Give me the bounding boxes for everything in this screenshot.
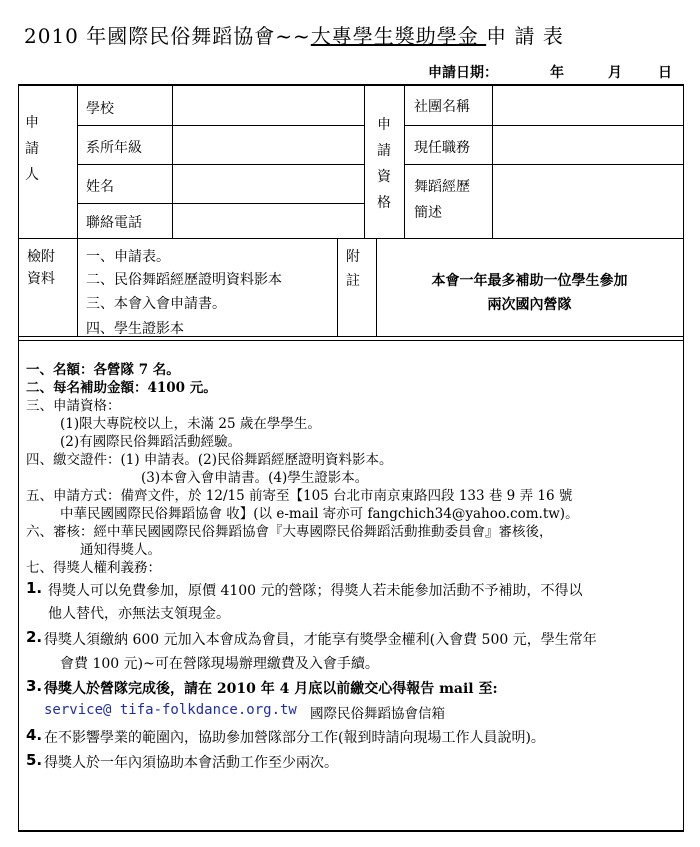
attachment-item: 一、申請表。 (86, 249, 170, 265)
duty-1: 得獎人可以免費參加，原價 4100 元的營隊；得獎人若未能參加活動不予補助，不得以 (48, 583, 583, 599)
field-label-dance-experience: 舞蹈經歷簡述 (414, 179, 470, 221)
duty-number: 4. (26, 726, 43, 744)
notes-line-1: 本會一年最多補助一位學生參加 (431, 273, 628, 289)
duty-2: 得獎人須繳納 600 元加入本會成為會員，才能享有獎學金權利(入會費 500 元，學生常年 (44, 632, 597, 648)
page-title (24, 20, 564, 49)
notes-line-2: 兩次國內營隊 (487, 297, 572, 313)
rule-eligibility-2: (2)有國際民俗舞蹈活動經驗。 (60, 434, 242, 450)
duty-3: 得獎人於營隊完成後，請在 2010 年 4 月底以前繳交心得報告 mail 至: (44, 681, 498, 697)
rule-rights-duties: 七、得獎人權利義務： (26, 560, 161, 576)
field-label-school: 學校 (86, 101, 114, 117)
duty-number: 3. (26, 677, 43, 695)
rule-eligibility: 三、申請資格： (26, 398, 121, 414)
date-day: 日 (658, 65, 672, 81)
attachments-label-2: 資料 (27, 271, 55, 287)
field-label-name: 姓名 (86, 179, 114, 195)
duty-number: 2. (26, 628, 43, 646)
duty-2-cont: 會費 100 元)~可在營隊現場辦理繳費及入會手續。 (60, 656, 379, 672)
attachments-label-1: 檢附 (27, 249, 55, 265)
date-year: 年 (550, 65, 564, 81)
rule-amount: 二、每名補助金額：4100 元。 (26, 380, 217, 396)
duty-1-cont: 他人替代，亦無法支領現金。 (48, 606, 230, 622)
notes-label-2: 註 (346, 273, 360, 289)
rule-eligibility-1: (1)限大專院校以上，未滿 25 歲在學學生。 (60, 416, 321, 432)
rule-documents: 四、繳交證件：(1) 申請表。(2)民俗舞蹈經歷證明資料影本。 (26, 452, 393, 468)
email-org-label: 國際民俗舞蹈協會信箱 (310, 706, 445, 722)
rule-review: 六、審核：經中華民國國際民俗舞蹈協會『大專國際民俗舞蹈活動推動委員會』審核後， (26, 524, 553, 540)
title-suffix: 申 請 表 (486, 24, 564, 48)
rule-method-2: 中華民國國際民俗舞蹈協會 收】(以 e-mail 寄亦可 fangchich34@yahoo.com.tw)。 (60, 506, 579, 522)
rule-quota: 一、名額：各營隊 7 名。 (26, 362, 180, 378)
qualification-section-label: 申請資格 (377, 117, 391, 211)
rule-method: 五、申請方式：備齊文件，於 12/15 前寄至【105 台北市南京東路四段 133 巷 9 弄 16 號 (26, 488, 573, 504)
field-label-department-year: 系所年級 (86, 140, 142, 156)
duty-4: 在不影響學業的範圍內，協助參加營隊部分工作(報到時請向現場工作人員說明)。 (44, 730, 545, 746)
title-underlined: 大專學生獎助學金 (310, 24, 487, 48)
rule-review-2: 通知得獎人。 (80, 542, 161, 558)
date-month: 月 (608, 65, 622, 81)
attachment-item: 二、民俗舞蹈經歷證明資料影本 (86, 272, 282, 288)
duty-5: 得獎人於一年內須協助本會活動工作至少兩次。 (44, 755, 338, 771)
field-label-current-position: 現任職務 (414, 140, 470, 156)
title-prefix: 2010 年國際民俗舞蹈協會~~ (24, 24, 311, 48)
date-label: 申請日期： (428, 65, 498, 81)
attachment-item: 三、本會入會申請書。 (86, 296, 226, 312)
duty-number: 5. (26, 751, 43, 769)
attachment-item: 四、學生證影本 (86, 321, 184, 337)
applicant-section-label: 申請人 (25, 115, 39, 183)
notes-label-1: 附 (346, 249, 360, 265)
duty-number: 1. (26, 579, 43, 597)
field-label-phone: 聯絡電話 (86, 215, 142, 231)
email-link[interactable]: service@ tifa-folkdance.org.tw (44, 702, 297, 718)
rule-documents-2: (3)本會入會申請書。(4)學生證影本。 (141, 470, 369, 486)
field-label-club-name: 社團名稱 (414, 99, 470, 115)
